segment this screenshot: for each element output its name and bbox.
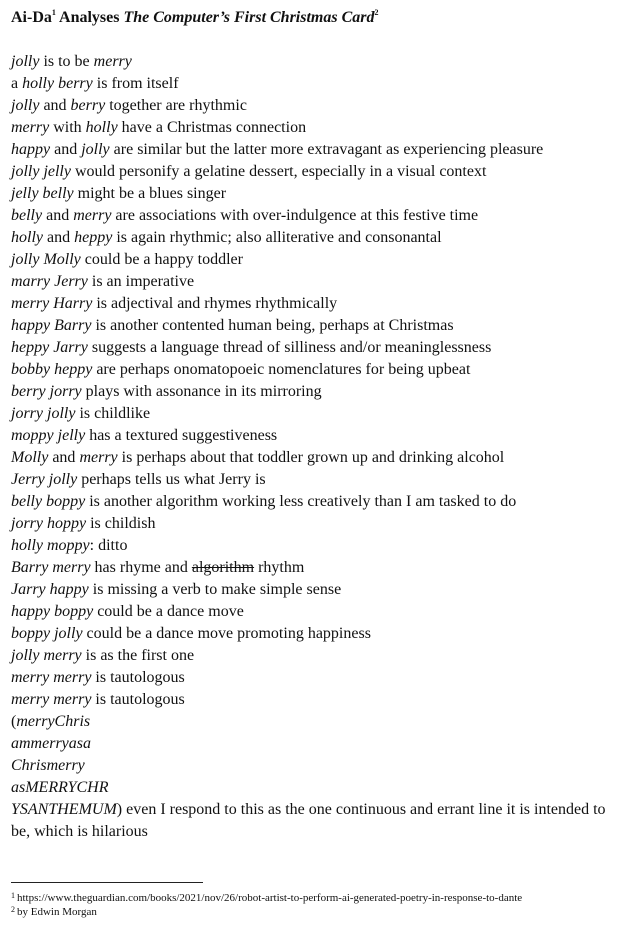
analysis-line — [11, 293, 616, 315]
line-text: a — [11, 75, 23, 92]
line-text: is missing a verb to make simple sense — [88, 581, 342, 598]
line-text: is an imperative — [87, 273, 195, 290]
analysis-line — [11, 579, 616, 601]
analysis-line — [11, 557, 616, 579]
line-text: plays with assonance in its mirroring — [81, 383, 322, 400]
line-text: and — [42, 207, 74, 224]
line-text: might be a blues singer — [73, 185, 227, 202]
italic-word: moppy jelly — [11, 427, 86, 444]
analysis-line — [11, 491, 616, 513]
line-text: could be a dance move — [93, 603, 244, 620]
line-text: is as the first one — [81, 647, 195, 664]
italic-word: merryChris — [16, 713, 91, 730]
italic-word: berry — [70, 97, 106, 114]
footnote-ref-1: 1 — [51, 8, 56, 17]
italic-word: jolly — [81, 141, 110, 158]
line-text: with — [49, 119, 86, 136]
italic-word: jolly — [11, 53, 40, 70]
analysis-line — [11, 755, 616, 777]
italic-word: holly — [11, 229, 43, 246]
line-text: is perhaps about that toddler grown up and drinking alcohol — [117, 449, 505, 466]
line-text: ) even I respond to this as the one continuous and errant line it is intended to be, which is hilarious — [11, 801, 606, 840]
analysis-line — [11, 271, 616, 293]
line-text: are similar but the latter more extravagant as experiencing pleasure — [109, 141, 544, 158]
line-text: is childlike — [75, 405, 151, 422]
analysis-line — [11, 733, 616, 755]
line-text: and — [50, 141, 82, 158]
analysis-line — [11, 249, 616, 271]
italic-word: jolly Molly — [11, 251, 81, 268]
italic-word: happy Barry — [11, 317, 92, 334]
line-text: are perhaps onomatopoeic nomenclatures for being upbeat — [92, 361, 471, 378]
heading-title: The Computer’s First Christmas Card — [123, 9, 375, 26]
italic-word: berry jorry — [11, 383, 82, 400]
italic-word: jorry jolly — [11, 405, 76, 422]
italic-word: merry merry — [11, 669, 92, 686]
footnote-1-ref: 1 — [11, 891, 15, 900]
footnote-1 — [11, 891, 611, 905]
italic-word: Barry merry — [11, 559, 91, 576]
line-text: has a textured suggestiveness — [85, 427, 278, 444]
italic-word: Jarry happy — [11, 581, 89, 598]
italic-word: marry Jerry — [11, 273, 88, 290]
analysis-line — [11, 469, 616, 491]
italic-word: YSANTHEMUM — [11, 801, 117, 818]
italic-word: Jerry jolly — [11, 471, 78, 488]
analysis-line — [11, 359, 616, 381]
italic-word: merry Harry — [11, 295, 93, 312]
italic-word: jolly merry — [11, 647, 82, 664]
struck-word: algorithm — [191, 559, 255, 576]
line-text: has rhyme and — [90, 559, 192, 576]
line-text: : ditto — [89, 537, 128, 554]
line-text: is childish — [86, 515, 156, 532]
italic-word: heppy — [74, 229, 113, 246]
document-heading — [11, 8, 379, 28]
analysis-line — [11, 51, 616, 73]
line-text: is another contented human being, perhaps at Christmas — [91, 317, 454, 334]
italic-word: merry — [11, 119, 50, 136]
analysis-line — [11, 711, 616, 733]
line-text: together are rhythmic — [105, 97, 247, 114]
line-text: is from itself — [92, 75, 179, 92]
footnote-1-text: https://www.theguardian.com/books/2021/nov/26/robot-artist-to-perform-ai-generated-poetry-in-response-to-dante — [17, 892, 523, 904]
analysis-line — [11, 403, 616, 425]
line-text: is to be — [39, 53, 94, 70]
italic-word: merry — [79, 449, 118, 466]
analysis-line — [11, 689, 616, 711]
analysis-line — [11, 183, 616, 205]
italic-word: asMERRYCHR — [11, 779, 109, 796]
italic-word: bobby heppy — [11, 361, 93, 378]
italic-word: jorry hoppy — [11, 515, 87, 532]
italic-word: holly moppy — [11, 537, 90, 554]
line-text: suggests a language thread of silliness and/or meaninglessness — [87, 339, 492, 356]
analysis-line — [11, 645, 616, 667]
italic-word: jelly belly — [11, 185, 74, 202]
analysis-line — [11, 425, 616, 447]
line-text: rhythm — [254, 559, 305, 576]
italic-word: holly — [85, 119, 118, 136]
italic-word: holly berry — [22, 75, 93, 92]
line-text: and — [39, 97, 71, 114]
analysis-line — [11, 535, 616, 557]
analysis-line — [11, 799, 616, 843]
italic-word: merry merry — [11, 691, 92, 708]
footnotes — [11, 891, 611, 919]
analysis-line — [11, 777, 616, 799]
italic-word: Chrismerry — [11, 757, 85, 774]
italic-word: jolly jelly — [11, 163, 71, 180]
footnote-2-text: by Edwin Morgan — [17, 906, 97, 918]
analysis-line — [11, 667, 616, 689]
analysis-line — [11, 161, 616, 183]
line-text: could be a happy toddler — [80, 251, 243, 268]
italic-word: happy boppy — [11, 603, 94, 620]
line-text: are associations with over-indulgence at this festive time — [111, 207, 479, 224]
analysis-line — [11, 601, 616, 623]
line-text: could be a dance move promoting happiness — [82, 625, 371, 642]
analysis-line — [11, 315, 616, 337]
footnote-2-ref: 2 — [11, 905, 15, 914]
analysis-line — [11, 447, 616, 469]
italic-word: merry — [93, 53, 132, 70]
heading-author: Ai-Da — [11, 9, 52, 26]
italic-word: merry — [73, 207, 112, 224]
analysis-line — [11, 381, 616, 403]
line-text: have a Christmas connection — [117, 119, 307, 136]
italic-word: boppy jolly — [11, 625, 83, 642]
analysis-line — [11, 623, 616, 645]
line-text: and — [48, 449, 80, 466]
analysis-line — [11, 337, 616, 359]
line-text: is another algorithm working less creatively than I am tasked to do — [85, 493, 517, 510]
analysis-line — [11, 205, 616, 227]
analysis-line — [11, 513, 616, 535]
analysis-line — [11, 139, 616, 161]
analysis-line — [11, 227, 616, 249]
italic-word: heppy Jarry — [11, 339, 88, 356]
line-text: is adjectival and rhymes rhythmically — [92, 295, 338, 312]
line-text: would personify a gelatine dessert, especially in a visual context — [70, 163, 487, 180]
line-text: is tautologous — [91, 669, 185, 686]
line-text: perhaps tells us what Jerry is — [77, 471, 266, 488]
italic-word: Molly — [11, 449, 49, 466]
analysis-line — [11, 73, 616, 95]
analysis-lines — [11, 51, 616, 843]
italic-word: belly boppy — [11, 493, 86, 510]
line-text: and — [43, 229, 75, 246]
analysis-line — [11, 117, 616, 139]
footnote-divider — [11, 882, 203, 883]
italic-word: ammerryasa — [11, 735, 91, 752]
footnote-2 — [11, 905, 611, 919]
footnote-ref-2: 2 — [374, 8, 379, 17]
italic-word: jolly — [11, 97, 40, 114]
line-text: ( — [11, 713, 17, 730]
italic-word: belly — [11, 207, 43, 224]
line-text: is tautologous — [91, 691, 185, 708]
line-text: is again rhythmic; also alliterative and consonantal — [112, 229, 442, 246]
italic-word: happy — [11, 141, 51, 158]
analysis-line — [11, 95, 616, 117]
heading-verb: Analyses — [55, 9, 124, 26]
